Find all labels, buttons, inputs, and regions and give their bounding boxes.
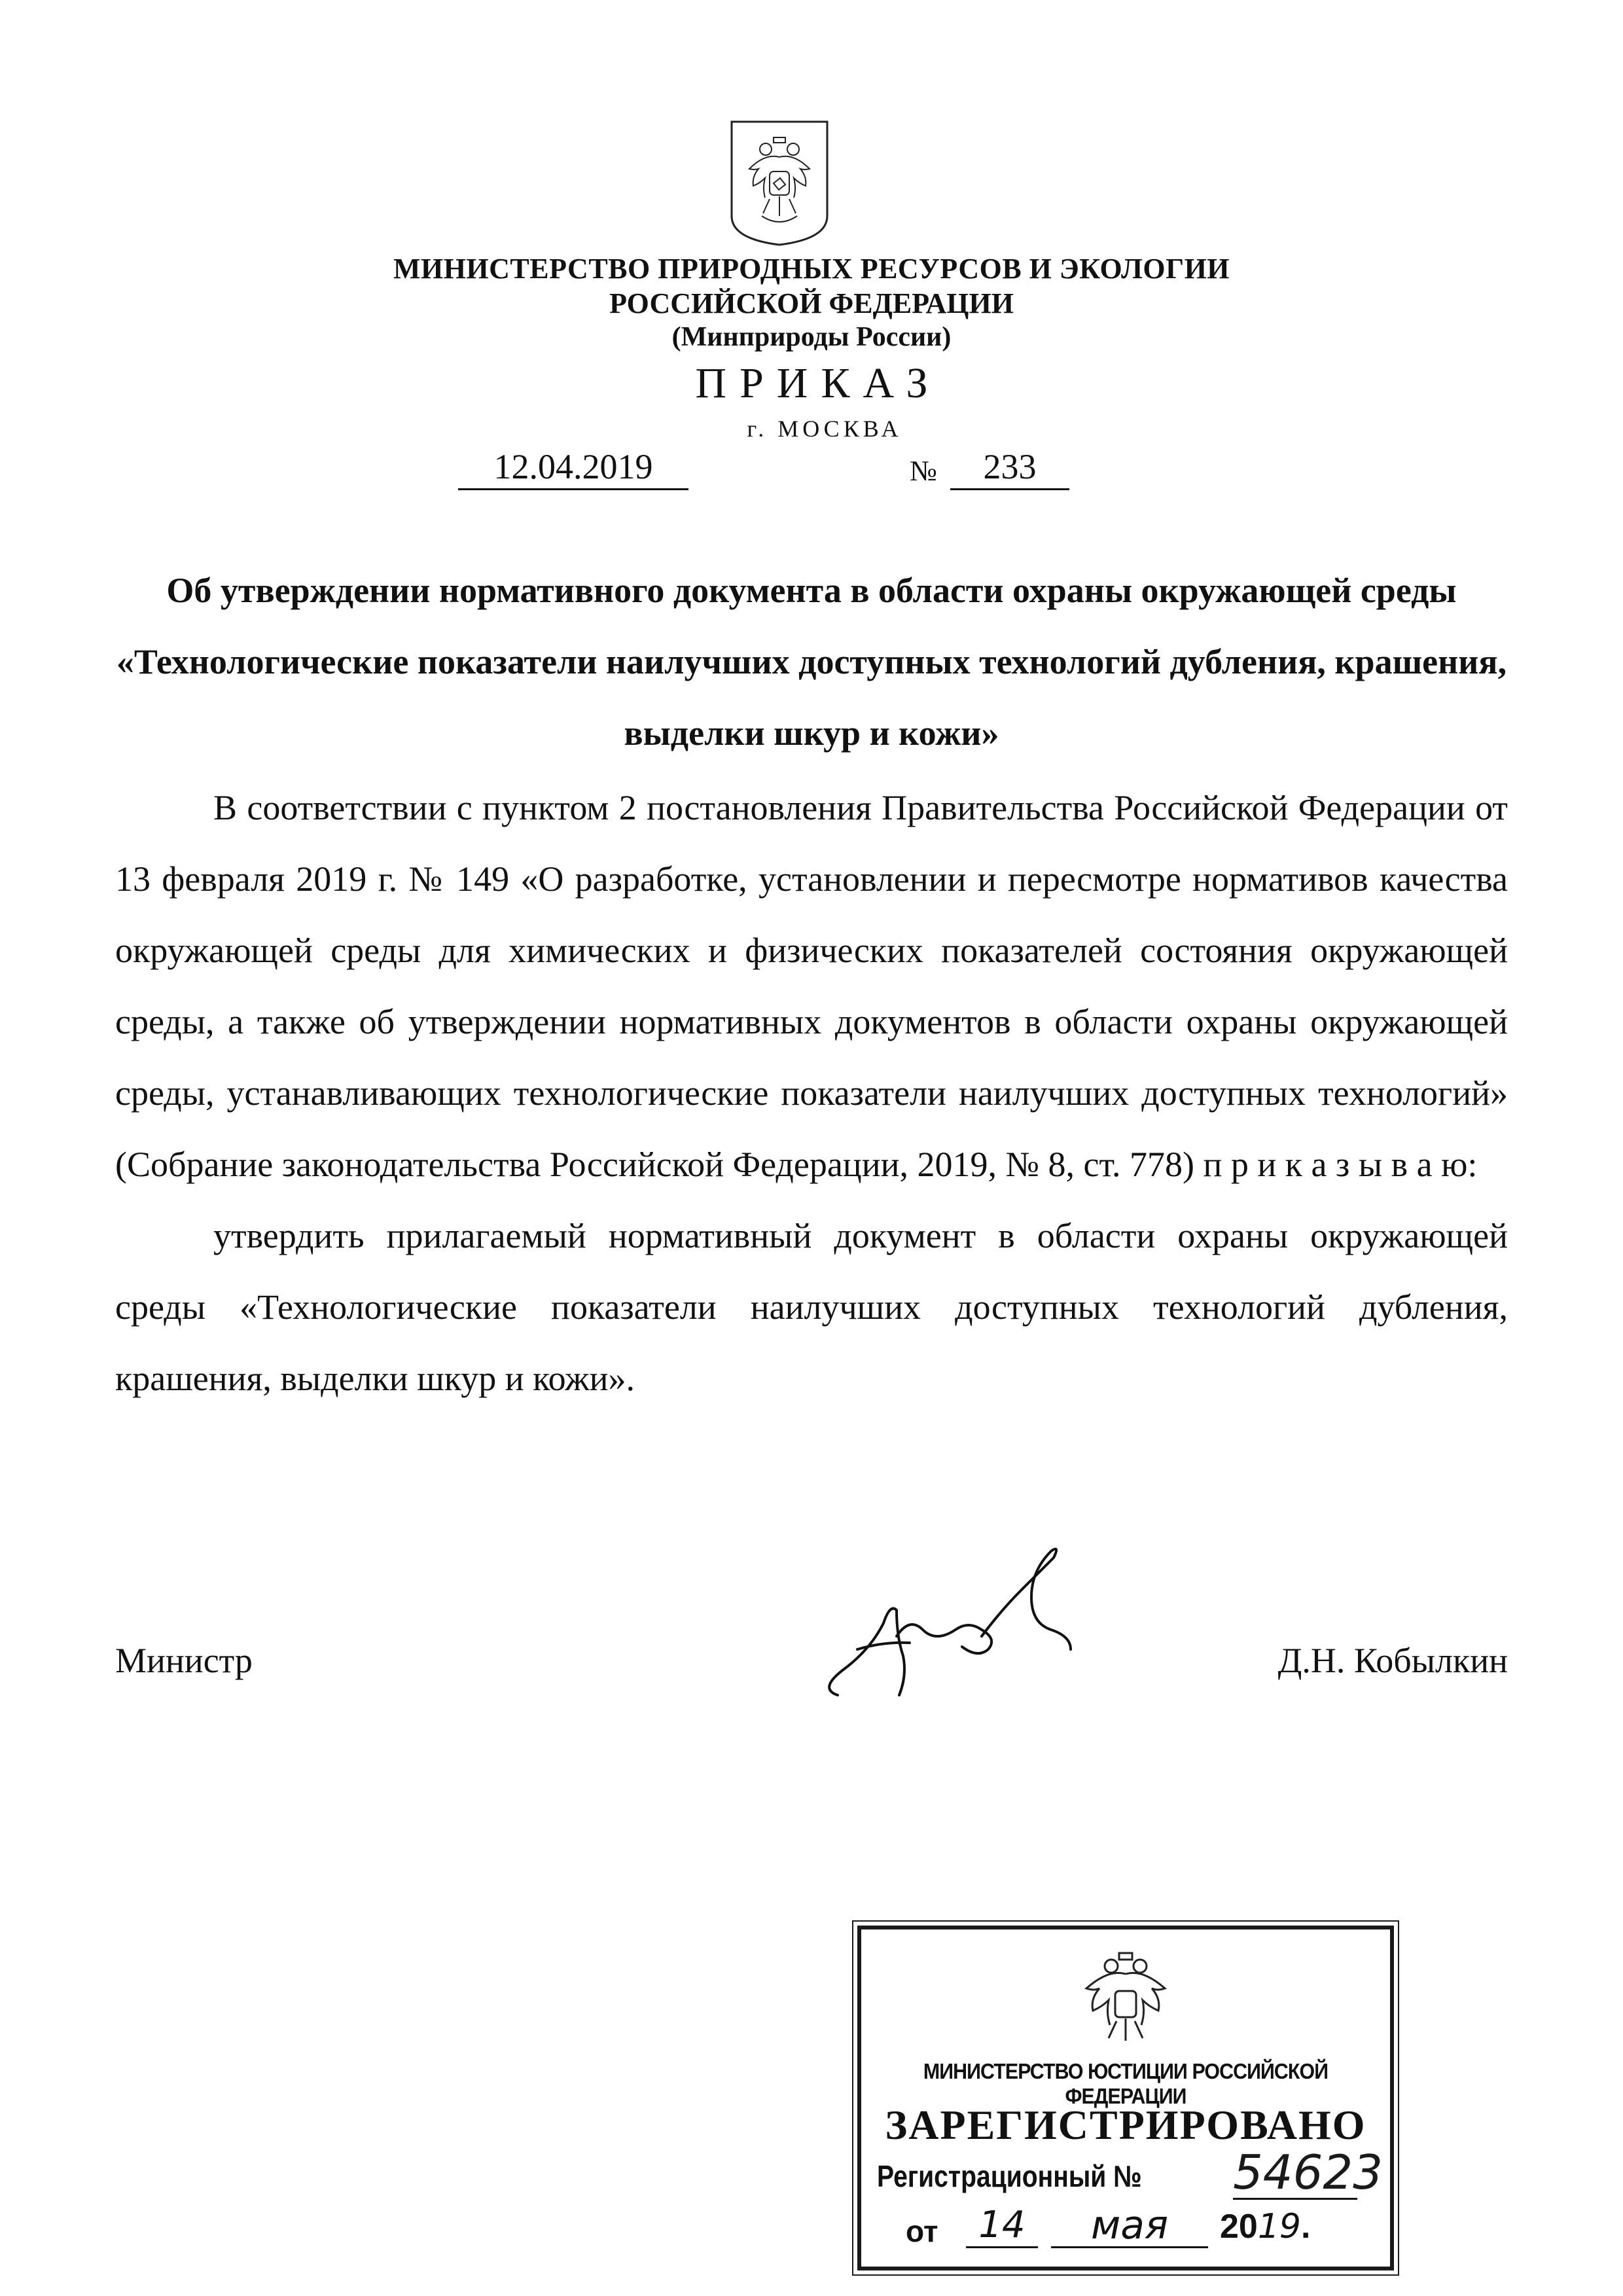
stamp-year-suffix: 19 [1257, 2207, 1302, 2246]
stamp-ministry-name: МИНИСТЕРСТВО ЮСТИЦИИ РОССИЙСКОЙ ФЕДЕРАЦИИ [923, 2059, 1329, 2108]
stamp-status: ЗАРЕГИСТРИРОВАНО [885, 2102, 1366, 2148]
coat-of-arms-emblem [728, 118, 831, 247]
body-paragraph-1: В соответствии с пунктом 2 постановления Правительства Российской Федерации от 13 февраля 2019 г. № 149 «О разработке, установлении и пересмотре нормативов качества окружающей среды для химических и физических показателей состояния окружающей среды, а также об утверждении нормативных документов в области охраны окружающей среды, устанавливающих технологические показатели наилучших доступных технологий» (Собрание законодательства Российской Федерации, 2019, № 8, ст. 778) п р и к а з ы в а ю: [115, 788, 1508, 1184]
order-number: 233 [950, 445, 1069, 490]
ministry-short-name: (Минприроды России) [671, 322, 952, 352]
ministry-name-line2: РОССИЙСКОЙ ФЕДЕРАЦИИ [609, 287, 1014, 319]
order-number-label: № [910, 455, 937, 487]
ministry-name-line1: МИНИСТЕРСТВО ПРИРОДНЫХ РЕСУРСОВ И ЭКОЛОГИИ [393, 253, 1230, 285]
stamp-reg-label: Регистрационный № [877, 2159, 1142, 2193]
signatory-name: Д.Н. Кобылкин [1277, 1641, 1508, 1680]
stamp-month: мая [1051, 2204, 1208, 2248]
stamp-eagle-icon [1080, 1948, 1171, 2046]
stamp-year-prefix: 20 [1220, 2208, 1258, 2246]
signatory-position: Министр [115, 1641, 253, 1680]
body-paragraph-2: утвердить прилагаемый нормативный документ в области охраны окружающей среды «Технологические показатели наилучших доступных технологий дубления, крашения, выделки шкур и кожи». [115, 1216, 1508, 1398]
city: г. МОСКВА [747, 416, 902, 442]
stamp-year: 2019. [1220, 2207, 1311, 2246]
stamp-day: 14 [966, 2204, 1038, 2248]
stamp-reg-number: 54623 [1233, 2145, 1383, 2200]
stamp-from-label: от [906, 2214, 938, 2248]
order-date: 12.04.2019 [458, 445, 688, 490]
document-type: ПРИКАЗ [695, 359, 941, 407]
registration-stamp [857, 1926, 1394, 2270]
handwritten-signature [818, 1538, 1126, 1715]
document-title: Об утверждении нормативного документа в области охраны окружающей среды «Технологические показатели наилучших доступных технологий дубления, крашения, выделки шкур и кожи» [116, 571, 1507, 753]
